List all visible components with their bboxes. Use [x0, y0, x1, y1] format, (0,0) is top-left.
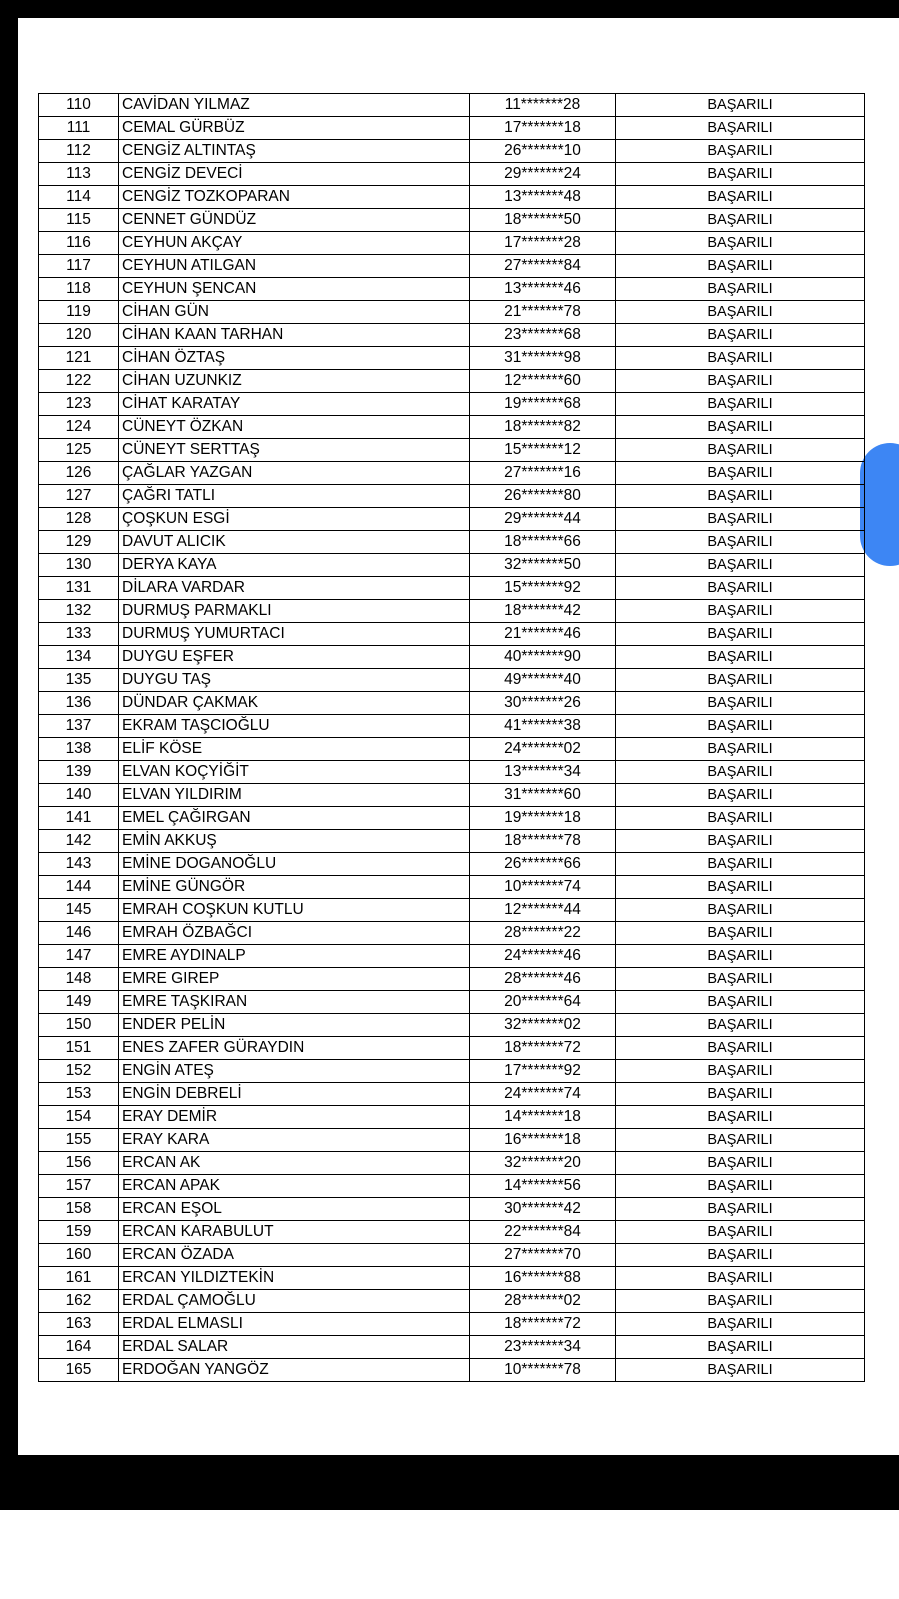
table-row	[39, 462, 865, 485]
person-name: ÇAĞRI TATLI	[119, 485, 470, 508]
masked-id: 30*******26	[470, 692, 616, 715]
status-text: BAŞARILI	[616, 1313, 865, 1336]
status-text: BAŞARILI	[616, 255, 865, 278]
table-row	[39, 1290, 865, 1313]
row-number: 162	[39, 1290, 119, 1313]
table-row	[39, 140, 865, 163]
person-name: ELİF KÖSE	[119, 738, 470, 761]
person-name: CİHAT KARATAY	[119, 393, 470, 416]
table-row	[39, 945, 865, 968]
status-text: BAŞARILI	[616, 1290, 865, 1313]
row-number: 124	[39, 416, 119, 439]
person-name: CİHAN ÖZTAŞ	[119, 347, 470, 370]
status-text: BAŞARILI	[616, 807, 865, 830]
status-text: BAŞARILI	[616, 531, 865, 554]
status-text: BAŞARILI	[616, 692, 865, 715]
status-text: BAŞARILI	[616, 1037, 865, 1060]
status-text: BAŞARILI	[616, 1221, 865, 1244]
table-row	[39, 393, 865, 416]
row-number: 128	[39, 508, 119, 531]
masked-id: 17*******18	[470, 117, 616, 140]
person-name: EMRAH ÖZBAĞCI	[119, 922, 470, 945]
table-row	[39, 186, 865, 209]
status-text: BAŞARILI	[616, 370, 865, 393]
person-name: CENGİZ DEVECİ	[119, 163, 470, 186]
row-number: 157	[39, 1175, 119, 1198]
person-name: ENDER PELİN	[119, 1014, 470, 1037]
row-number: 129	[39, 531, 119, 554]
person-name: ENGİN ATEŞ	[119, 1060, 470, 1083]
person-name: CENNET GÜNDÜZ	[119, 209, 470, 232]
table-row	[39, 1129, 865, 1152]
row-number: 131	[39, 577, 119, 600]
masked-id: 26*******66	[470, 853, 616, 876]
row-number: 156	[39, 1152, 119, 1175]
row-number: 119	[39, 301, 119, 324]
masked-id: 14*******56	[470, 1175, 616, 1198]
row-number: 136	[39, 692, 119, 715]
masked-id: 21*******46	[470, 623, 616, 646]
person-name: CENGİZ ALTINTAŞ	[119, 140, 470, 163]
table-row	[39, 1336, 865, 1359]
table-row	[39, 1152, 865, 1175]
person-name: CİHAN UZUNKIZ	[119, 370, 470, 393]
person-name: ERCAN EŞOL	[119, 1198, 470, 1221]
masked-id: 24*******46	[470, 945, 616, 968]
person-name: DUYGU EŞFER	[119, 646, 470, 669]
masked-id: 17*******28	[470, 232, 616, 255]
person-name: DİLARA VARDAR	[119, 577, 470, 600]
row-number: 123	[39, 393, 119, 416]
results-table	[38, 93, 865, 1382]
row-number: 164	[39, 1336, 119, 1359]
table-row	[39, 209, 865, 232]
masked-id: 31*******98	[470, 347, 616, 370]
status-text: BAŞARILI	[616, 876, 865, 899]
person-name: DAVUT ALICIK	[119, 531, 470, 554]
masked-id: 28*******46	[470, 968, 616, 991]
row-number: 161	[39, 1267, 119, 1290]
row-number: 132	[39, 600, 119, 623]
person-name: ELVAN KOÇYİĞİT	[119, 761, 470, 784]
table-row	[39, 439, 865, 462]
person-name: ERCAN APAK	[119, 1175, 470, 1198]
person-name: ERCAN AK	[119, 1152, 470, 1175]
table-row	[39, 577, 865, 600]
status-text: BAŞARILI	[616, 163, 865, 186]
status-text: BAŞARILI	[616, 1083, 865, 1106]
person-name: DURMUŞ PARMAKLI	[119, 600, 470, 623]
person-name: EMRE TAŞKIRAN	[119, 991, 470, 1014]
status-text: BAŞARILI	[616, 738, 865, 761]
masked-id: 30*******42	[470, 1198, 616, 1221]
masked-id: 15*******92	[470, 577, 616, 600]
masked-id: 26*******10	[470, 140, 616, 163]
masked-id: 27*******84	[470, 255, 616, 278]
table-row	[39, 1267, 865, 1290]
status-text: BAŞARILI	[616, 669, 865, 692]
row-number: 138	[39, 738, 119, 761]
person-name: ÇOŞKUN ESGİ	[119, 508, 470, 531]
table-row	[39, 761, 865, 784]
masked-id: 32*******50	[470, 554, 616, 577]
person-name: ELVAN YILDIRIM	[119, 784, 470, 807]
masked-id: 13*******48	[470, 186, 616, 209]
masked-id: 22*******84	[470, 1221, 616, 1244]
row-number: 160	[39, 1244, 119, 1267]
masked-id: 17*******92	[470, 1060, 616, 1083]
row-number: 115	[39, 209, 119, 232]
person-name: CÜNEYT ÖZKAN	[119, 416, 470, 439]
row-number: 116	[39, 232, 119, 255]
status-text: BAŞARILI	[616, 232, 865, 255]
person-name: CÜNEYT SERTTAŞ	[119, 439, 470, 462]
table-row	[39, 1359, 865, 1382]
masked-id: 26*******80	[470, 485, 616, 508]
status-text: BAŞARILI	[616, 1359, 865, 1382]
masked-id: 13*******46	[470, 278, 616, 301]
table-row	[39, 232, 865, 255]
table-row	[39, 1037, 865, 1060]
person-name: DÜNDAR ÇAKMAK	[119, 692, 470, 715]
table-row	[39, 278, 865, 301]
status-text: BAŞARILI	[616, 94, 865, 117]
status-text: BAŞARILI	[616, 853, 865, 876]
masked-id: 11*******28	[470, 94, 616, 117]
status-text: BAŞARILI	[616, 600, 865, 623]
status-text: BAŞARILI	[616, 301, 865, 324]
person-name: EMİNE GÜNGÖR	[119, 876, 470, 899]
table-row	[39, 1014, 865, 1037]
table-row	[39, 531, 865, 554]
person-name: CİHAN KAAN TARHAN	[119, 324, 470, 347]
masked-id: 49*******40	[470, 669, 616, 692]
status-text: BAŞARILI	[616, 945, 865, 968]
row-number: 126	[39, 462, 119, 485]
status-text: BAŞARILI	[616, 1244, 865, 1267]
row-number: 150	[39, 1014, 119, 1037]
table-row	[39, 853, 865, 876]
row-number: 147	[39, 945, 119, 968]
masked-id: 28*******02	[470, 1290, 616, 1313]
status-text: BAŞARILI	[616, 462, 865, 485]
masked-id: 18*******78	[470, 830, 616, 853]
table-row	[39, 1198, 865, 1221]
row-number: 134	[39, 646, 119, 669]
status-text: BAŞARILI	[616, 577, 865, 600]
table-row	[39, 669, 865, 692]
person-name: EMİN AKKUŞ	[119, 830, 470, 853]
masked-id: 18*******42	[470, 600, 616, 623]
table-row	[39, 1060, 865, 1083]
person-name: EMRAH COŞKUN KUTLU	[119, 899, 470, 922]
masked-id: 32*******02	[470, 1014, 616, 1037]
row-number: 118	[39, 278, 119, 301]
table-row	[39, 807, 865, 830]
person-name: ERDOĞAN YANGÖZ	[119, 1359, 470, 1382]
masked-id: 18*******50	[470, 209, 616, 232]
person-name: ERDAL ÇAMOĞLU	[119, 1290, 470, 1313]
status-text: BAŞARILI	[616, 1152, 865, 1175]
person-name: ERCAN YILDIZTEKİN	[119, 1267, 470, 1290]
person-name: ERDAL SALAR	[119, 1336, 470, 1359]
status-text: BAŞARILI	[616, 278, 865, 301]
person-name: EMRE GIREP	[119, 968, 470, 991]
person-name: ERCAN KARABULUT	[119, 1221, 470, 1244]
row-number: 111	[39, 117, 119, 140]
table-row	[39, 370, 865, 393]
masked-id: 12*******60	[470, 370, 616, 393]
masked-id: 16*******18	[470, 1129, 616, 1152]
row-number: 152	[39, 1060, 119, 1083]
table-row	[39, 600, 865, 623]
row-number: 139	[39, 761, 119, 784]
row-number: 154	[39, 1106, 119, 1129]
row-number: 149	[39, 991, 119, 1014]
row-number: 141	[39, 807, 119, 830]
person-name: ERAY DEMİR	[119, 1106, 470, 1129]
person-name: DUYGU TAŞ	[119, 669, 470, 692]
row-number: 145	[39, 899, 119, 922]
status-text: BAŞARILI	[616, 623, 865, 646]
masked-id: 40*******90	[470, 646, 616, 669]
row-number: 133	[39, 623, 119, 646]
masked-id: 20*******64	[470, 991, 616, 1014]
status-text: BAŞARILI	[616, 991, 865, 1014]
status-text: BAŞARILI	[616, 761, 865, 784]
status-text: BAŞARILI	[616, 140, 865, 163]
status-text: BAŞARILI	[616, 117, 865, 140]
table-row	[39, 94, 865, 117]
table-row	[39, 968, 865, 991]
row-number: 155	[39, 1129, 119, 1152]
table-row	[39, 784, 865, 807]
table-row	[39, 1313, 865, 1336]
row-number: 148	[39, 968, 119, 991]
masked-id: 18*******82	[470, 416, 616, 439]
masked-id: 24*******74	[470, 1083, 616, 1106]
status-text: BAŞARILI	[616, 324, 865, 347]
masked-id: 23*******68	[470, 324, 616, 347]
table-row	[39, 899, 865, 922]
results-table-body	[39, 94, 865, 1382]
table-row	[39, 991, 865, 1014]
table-row	[39, 255, 865, 278]
person-name: DERYA KAYA	[119, 554, 470, 577]
status-text: BAŞARILI	[616, 186, 865, 209]
table-row	[39, 324, 865, 347]
status-text: BAŞARILI	[616, 968, 865, 991]
person-name: CEYHUN ATILGAN	[119, 255, 470, 278]
masked-id: 28*******22	[470, 922, 616, 945]
person-name: DURMUŞ YUMURTACI	[119, 623, 470, 646]
table-row	[39, 554, 865, 577]
person-name: CEYHUN ŞENCAN	[119, 278, 470, 301]
row-number: 122	[39, 370, 119, 393]
table-row	[39, 1221, 865, 1244]
masked-id: 21*******78	[470, 301, 616, 324]
masked-id: 13*******34	[470, 761, 616, 784]
masked-id: 18*******72	[470, 1037, 616, 1060]
status-text: BAŞARILI	[616, 439, 865, 462]
table-row	[39, 163, 865, 186]
masked-id: 12*******44	[470, 899, 616, 922]
person-name: CEYHUN AKÇAY	[119, 232, 470, 255]
row-number: 125	[39, 439, 119, 462]
table-row	[39, 623, 865, 646]
masked-id: 29*******44	[470, 508, 616, 531]
masked-id: 14*******18	[470, 1106, 616, 1129]
row-number: 120	[39, 324, 119, 347]
masked-id: 19*******18	[470, 807, 616, 830]
status-text: BAŞARILI	[616, 1129, 865, 1152]
table-row	[39, 692, 865, 715]
row-number: 135	[39, 669, 119, 692]
person-name: ERAY KARA	[119, 1129, 470, 1152]
row-number: 117	[39, 255, 119, 278]
status-text: BAŞARILI	[616, 922, 865, 945]
row-number: 165	[39, 1359, 119, 1382]
row-number: 142	[39, 830, 119, 853]
status-text: BAŞARILI	[616, 347, 865, 370]
person-name: CİHAN GÜN	[119, 301, 470, 324]
masked-id: 29*******24	[470, 163, 616, 186]
table-row	[39, 876, 865, 899]
status-text: BAŞARILI	[616, 646, 865, 669]
table-row	[39, 416, 865, 439]
masked-id: 31*******60	[470, 784, 616, 807]
status-text: BAŞARILI	[616, 1106, 865, 1129]
row-number: 113	[39, 163, 119, 186]
status-text: BAŞARILI	[616, 1267, 865, 1290]
table-row	[39, 117, 865, 140]
masked-id: 18*******66	[470, 531, 616, 554]
row-number: 114	[39, 186, 119, 209]
table-row	[39, 922, 865, 945]
table-row	[39, 1083, 865, 1106]
table-row	[39, 738, 865, 761]
person-name: EMİNE DOGANOĞLU	[119, 853, 470, 876]
status-text: BAŞARILI	[616, 485, 865, 508]
row-number: 163	[39, 1313, 119, 1336]
status-text: BAŞARILI	[616, 209, 865, 232]
person-name: EMEL ÇAĞIRGAN	[119, 807, 470, 830]
side-scroll-handle[interactable]	[860, 443, 899, 566]
status-text: BAŞARILI	[616, 554, 865, 577]
masked-id: 27*******70	[470, 1244, 616, 1267]
masked-id: 15*******12	[470, 439, 616, 462]
table-row	[39, 1106, 865, 1129]
person-name: ENES ZAFER GÜRAYDIN	[119, 1037, 470, 1060]
status-text: BAŞARILI	[616, 830, 865, 853]
person-name: ÇAĞLAR YAZGAN	[119, 462, 470, 485]
table-row	[39, 508, 865, 531]
row-number: 151	[39, 1037, 119, 1060]
table-row	[39, 646, 865, 669]
status-text: BAŞARILI	[616, 393, 865, 416]
table-row	[39, 347, 865, 370]
table-row	[39, 485, 865, 508]
row-number: 110	[39, 94, 119, 117]
masked-id: 10*******78	[470, 1359, 616, 1382]
person-name: CEMAL GÜRBÜZ	[119, 117, 470, 140]
status-text: BAŞARILI	[616, 1175, 865, 1198]
person-name: CENGİZ TOZKOPARAN	[119, 186, 470, 209]
row-number: 127	[39, 485, 119, 508]
table-row	[39, 1175, 865, 1198]
status-text: BAŞARILI	[616, 1060, 865, 1083]
masked-id: 27*******16	[470, 462, 616, 485]
masked-id: 41*******38	[470, 715, 616, 738]
person-name: ENGİN DEBRELİ	[119, 1083, 470, 1106]
masked-id: 16*******88	[470, 1267, 616, 1290]
person-name: EMRE AYDINALP	[119, 945, 470, 968]
status-text: BAŞARILI	[616, 899, 865, 922]
masked-id: 18*******72	[470, 1313, 616, 1336]
bottom-area	[0, 1510, 899, 1599]
masked-id: 10*******74	[470, 876, 616, 899]
person-name: EKRAM TAŞCIOĞLU	[119, 715, 470, 738]
table-row	[39, 1244, 865, 1267]
row-number: 130	[39, 554, 119, 577]
row-number: 137	[39, 715, 119, 738]
status-text: BAŞARILI	[616, 508, 865, 531]
masked-id: 19*******68	[470, 393, 616, 416]
status-text: BAŞARILI	[616, 715, 865, 738]
masked-id: 23*******34	[470, 1336, 616, 1359]
person-name: ERDAL ELMASLI	[119, 1313, 470, 1336]
row-number: 143	[39, 853, 119, 876]
row-number: 112	[39, 140, 119, 163]
person-name: CAVİDAN YILMAZ	[119, 94, 470, 117]
status-text: BAŞARILI	[616, 416, 865, 439]
status-text: BAŞARILI	[616, 784, 865, 807]
masked-id: 32*******20	[470, 1152, 616, 1175]
row-number: 121	[39, 347, 119, 370]
table-row	[39, 715, 865, 738]
row-number: 158	[39, 1198, 119, 1221]
table-row	[39, 301, 865, 324]
status-text: BAŞARILI	[616, 1014, 865, 1037]
status-text: BAŞARILI	[616, 1336, 865, 1359]
row-number: 146	[39, 922, 119, 945]
person-name: ERCAN ÖZADA	[119, 1244, 470, 1267]
status-text: BAŞARILI	[616, 1198, 865, 1221]
row-number: 140	[39, 784, 119, 807]
masked-id: 24*******02	[470, 738, 616, 761]
row-number: 159	[39, 1221, 119, 1244]
table-row	[39, 830, 865, 853]
row-number: 153	[39, 1083, 119, 1106]
row-number: 144	[39, 876, 119, 899]
